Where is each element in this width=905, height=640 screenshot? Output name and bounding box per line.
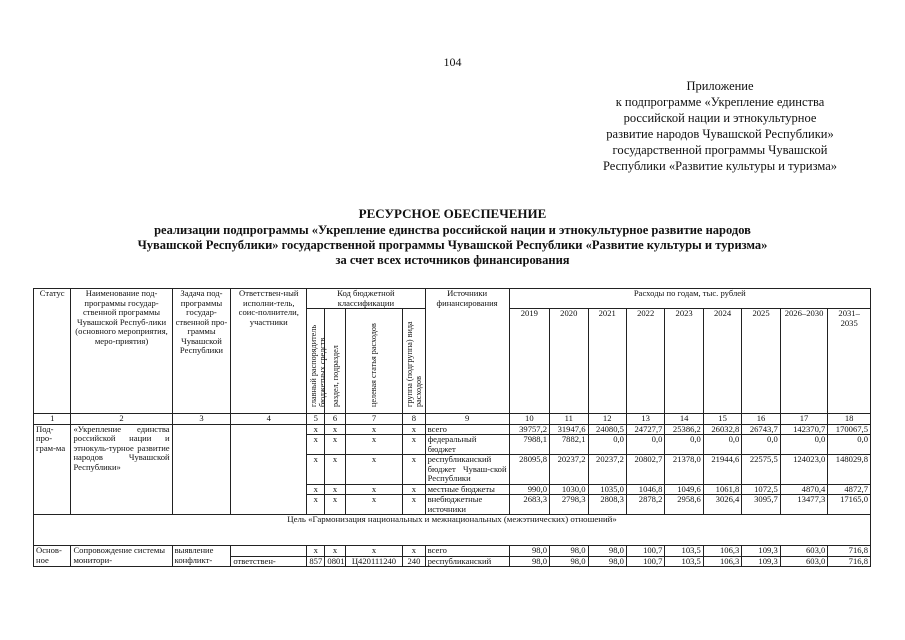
col-number: 2	[71, 414, 172, 425]
value-cell: 31947,6	[550, 424, 588, 435]
col-number: 17	[780, 414, 828, 425]
col-number: 18	[828, 414, 871, 425]
value-cell: 103,5	[665, 556, 703, 567]
value-cell: 0,0	[742, 435, 780, 455]
code-cell: x	[307, 435, 325, 455]
code-cell: x	[345, 435, 403, 455]
value-cell: 98,0	[588, 546, 626, 557]
value-cell: 39757,2	[509, 424, 549, 435]
title-line: за счет всех источников финансирования	[335, 253, 570, 267]
value-cell: 22575,5	[742, 455, 780, 485]
value-cell: 2958,6	[665, 495, 703, 515]
value-cell: 28095,8	[509, 455, 549, 485]
code-cell: x	[307, 495, 325, 515]
value-cell: 4870,4	[780, 484, 828, 495]
col-number: 6	[325, 414, 345, 425]
appendix-line: российской нации и этнокультурное	[623, 111, 817, 125]
header-year: 2023	[665, 309, 703, 414]
header-section: раздел, подраздел	[330, 345, 340, 407]
value-cell: 103,5	[665, 546, 703, 557]
value-cell: 0,0	[665, 435, 703, 455]
value-cell: 98,0	[509, 546, 549, 557]
code-cell: x	[307, 484, 325, 495]
subprogram-task	[172, 424, 231, 515]
header-row	[34, 289, 871, 309]
code-cell: x	[325, 495, 345, 515]
resource-table	[33, 288, 871, 567]
value-cell: 0,0	[703, 435, 741, 455]
value-cell: 148029,8	[828, 455, 871, 485]
code-cell: x	[345, 495, 403, 515]
value-cell: 142370,7	[780, 424, 828, 435]
header-expense-group: группа (подгруппа) вида расходов	[405, 321, 424, 407]
code-cell: x	[403, 546, 425, 557]
value-cell: 603,0	[780, 556, 828, 567]
value-cell: 716,8	[828, 546, 871, 557]
col-number: 10	[509, 414, 549, 425]
value-cell: 106,3	[703, 546, 741, 557]
appendix-line: Республики «Развитие культуры и туризма»	[602, 159, 837, 173]
value-cell: 0,0	[780, 435, 828, 455]
header-grbs: главный распорядитель бюджетных средств	[309, 324, 328, 407]
header-expenses: Расходы по годам, тыс. рублей	[509, 289, 870, 309]
code-cell: x	[345, 455, 403, 485]
col-number: 7	[345, 414, 403, 425]
code-cell: x	[307, 424, 325, 435]
col-number: 4	[231, 414, 307, 425]
appendix-block	[575, 78, 865, 174]
title-line: реализации подпрограммы «Укрепление единства российской нации и этнокультурное развитие народов	[154, 223, 751, 237]
col-number: 3	[172, 414, 231, 425]
code-cell: x	[403, 495, 425, 515]
column-number-row	[34, 414, 871, 425]
source-cell: республиканский	[425, 556, 509, 567]
value-cell: 0,0	[626, 435, 664, 455]
header-section-cell	[325, 309, 345, 414]
value-cell: 98,0	[509, 556, 549, 567]
value-cell: 109,3	[742, 546, 780, 557]
event-name: Сопровождение системы монитори-	[71, 546, 172, 567]
value-cell: 1049,6	[665, 484, 703, 495]
header-year: 2019	[509, 309, 549, 414]
value-cell: 2683,3	[509, 495, 549, 515]
value-cell: 1035,0	[588, 484, 626, 495]
page-number: 104	[443, 55, 462, 69]
value-cell: 17165,0	[828, 495, 871, 515]
title-main: РЕСУРСНОЕ ОБЕСПЕЧЕНИЕ	[358, 206, 547, 221]
col-number: 12	[588, 414, 626, 425]
event-responsible-empty	[231, 546, 307, 557]
code-cell: 240	[403, 556, 425, 567]
value-cell: 1072,5	[742, 484, 780, 495]
value-cell: 98,0	[588, 556, 626, 567]
value-cell: 100,7	[626, 546, 664, 557]
subprogram-name: «Укрепление единства российской нации и этнокуль-турное развитие народов Чувашской Республики»	[71, 424, 172, 515]
value-cell: 20802,7	[626, 455, 664, 485]
col-number: 16	[742, 414, 780, 425]
value-cell: 109,3	[742, 556, 780, 567]
header-budget-code: Код бюджетной классификации	[307, 289, 425, 309]
value-cell: 25386,2	[665, 424, 703, 435]
code-cell: 0801	[325, 556, 345, 567]
value-cell: 98,0	[550, 546, 588, 557]
value-cell: 2808,3	[588, 495, 626, 515]
source-cell: всего	[425, 546, 509, 557]
col-number: 13	[626, 414, 664, 425]
value-cell: 0,0	[828, 435, 871, 455]
appendix-line: Приложение	[686, 79, 754, 93]
value-cell: 2798,3	[550, 495, 588, 515]
value-cell: 26032,8	[703, 424, 741, 435]
code-cell: x	[325, 435, 345, 455]
goal-row	[34, 515, 871, 546]
header-grbs-cell	[307, 309, 328, 414]
col-number: 1	[34, 414, 71, 425]
subprogram-status: Под-про-грам-ма	[34, 424, 71, 515]
header-sources: Источники финансирования	[425, 289, 509, 414]
value-cell: 106,3	[703, 556, 741, 567]
header-group-cell	[403, 309, 425, 414]
value-cell: 1046,8	[626, 484, 664, 495]
event-task: выявление конфликт-	[172, 546, 231, 567]
value-cell: 124023,0	[780, 455, 828, 485]
table-row	[34, 546, 871, 557]
source-cell: всего	[425, 424, 509, 435]
code-cell: x	[403, 435, 425, 455]
value-cell: 3095,7	[742, 495, 780, 515]
col-number: 5	[307, 414, 325, 425]
event-status: Основ-ное	[34, 546, 71, 567]
source-cell: местные бюджеты	[425, 484, 509, 495]
appendix-line: развитие народов Чувашской Республики»	[606, 127, 834, 141]
header-year: 2022	[626, 309, 664, 414]
code-cell: x	[345, 546, 403, 557]
header-year: 2024	[703, 309, 741, 414]
subprogram-responsible	[231, 424, 307, 515]
appendix-line: государственной программы Чувашской	[612, 143, 828, 157]
value-cell: 1030,0	[550, 484, 588, 495]
value-cell: 100,7	[626, 556, 664, 567]
header-year: 2031–2035	[828, 309, 871, 414]
code-cell: x	[325, 484, 345, 495]
goal-text: Цель «Гармонизация национальных и межнациональных (межэтнических) отношений»	[34, 515, 871, 546]
header-target-item: целевая статья расходов	[369, 323, 379, 407]
header-responsible: Ответствен-ный исполни-тель, соис-полнители, участники	[231, 289, 307, 414]
value-cell: 13477,3	[780, 495, 828, 515]
code-cell: x	[325, 455, 345, 485]
col-number: 15	[703, 414, 741, 425]
event-responsible: ответствен-	[231, 556, 307, 567]
code-cell: x	[325, 424, 345, 435]
value-cell: 20237,2	[550, 455, 588, 485]
value-cell: 1061,8	[703, 484, 741, 495]
value-cell: 2878,2	[626, 495, 664, 515]
header-target-cell	[345, 309, 403, 414]
col-number: 14	[665, 414, 703, 425]
value-cell: 716,8	[828, 556, 871, 567]
code-cell: 857	[307, 556, 325, 567]
value-cell: 24727,7	[626, 424, 664, 435]
col-number: 11	[550, 414, 588, 425]
code-cell: x	[403, 424, 425, 435]
code-cell: x	[307, 455, 325, 485]
value-cell: 990,0	[509, 484, 549, 495]
header-status: Статус	[34, 289, 71, 414]
header-task: Задача под-программы государ-ственной про-граммы Чувашской Республики	[172, 289, 231, 414]
value-cell: 21944,6	[703, 455, 741, 485]
source-cell: внебюджетные источники	[425, 495, 509, 515]
value-cell: 20237,2	[588, 455, 626, 485]
code-cell: x	[403, 484, 425, 495]
value-cell: 24080,5	[588, 424, 626, 435]
source-cell: федеральный бюджет	[425, 435, 509, 455]
value-cell: 603,0	[780, 546, 828, 557]
code-cell: x	[325, 546, 345, 557]
source-cell: республиканский бюджет Чуваш-ской Республики	[425, 455, 509, 485]
document-title	[60, 206, 845, 268]
value-cell: 98,0	[550, 556, 588, 567]
code-cell: x	[345, 484, 403, 495]
value-cell: 4872,7	[828, 484, 871, 495]
table-row	[34, 424, 871, 435]
header-year: 2025	[742, 309, 780, 414]
col-number: 8	[403, 414, 425, 425]
value-cell: 170067,5	[828, 424, 871, 435]
code-cell: Ц420111240	[345, 556, 403, 567]
value-cell: 21378,0	[665, 455, 703, 485]
header-year: 2020	[550, 309, 588, 414]
value-cell: 26743,7	[742, 424, 780, 435]
appendix-line: к подпрограмме «Укрепление единства	[615, 95, 825, 109]
code-cell: x	[345, 424, 403, 435]
title-line: Чувашской Республики» государственной программы Чувашской Республики «Развитие культуры и туризма»	[137, 238, 768, 252]
header-name: Наименование под-программы государ-ственной программы Чувашской Респуб-лики (основного мероприятия, меро-приятия)	[71, 289, 172, 414]
header-year: 2021	[588, 309, 626, 414]
col-number: 9	[425, 414, 509, 425]
code-cell: x	[403, 455, 425, 485]
code-cell: x	[307, 546, 325, 557]
header-year: 2026–2030	[780, 309, 828, 414]
value-cell: 0,0	[588, 435, 626, 455]
value-cell: 7988,1	[509, 435, 549, 455]
value-cell: 7882,1	[550, 435, 588, 455]
value-cell: 3026,4	[703, 495, 741, 515]
